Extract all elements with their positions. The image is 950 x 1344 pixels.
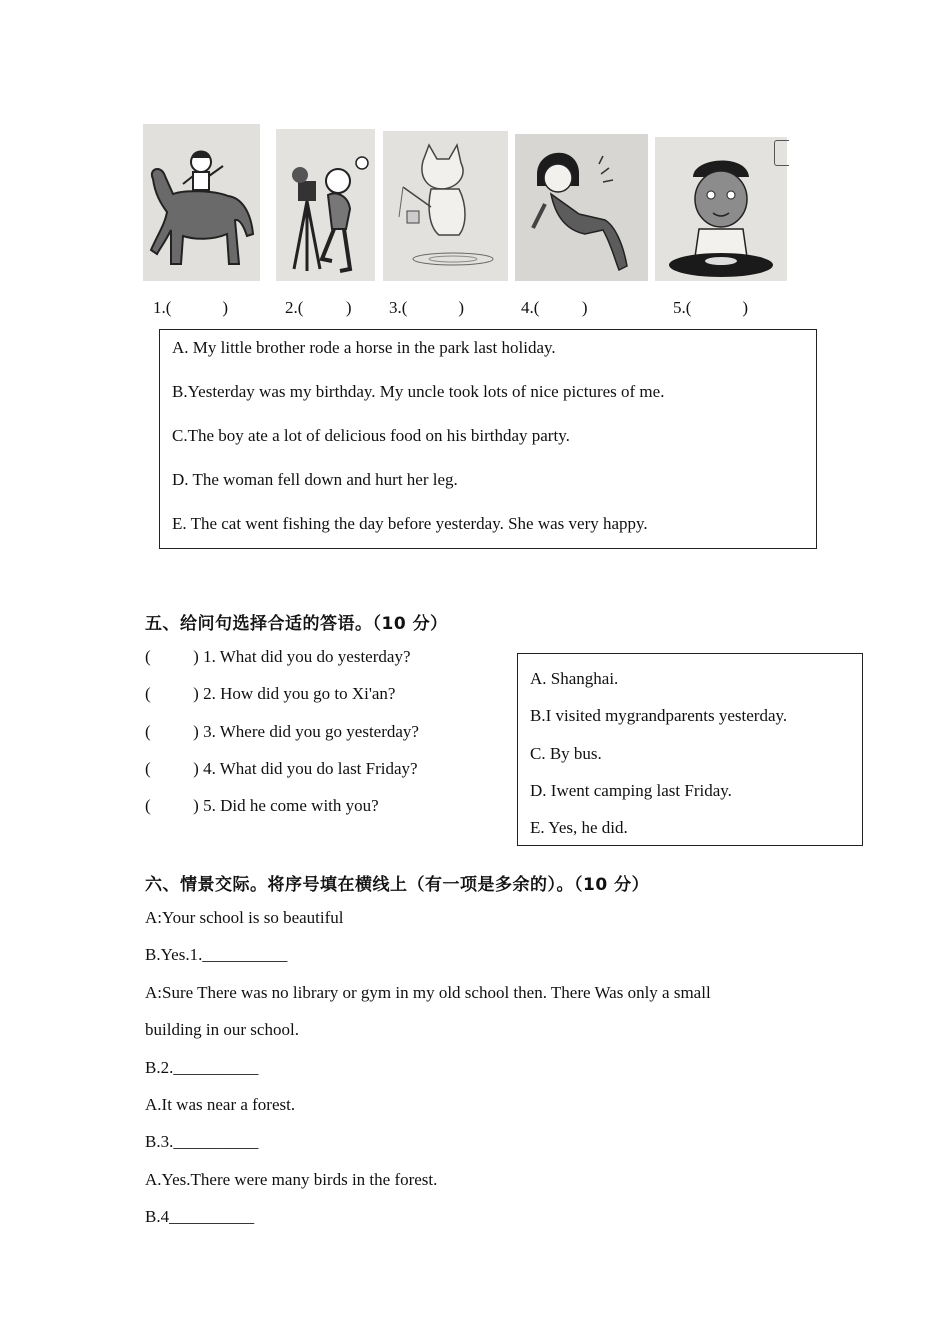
boy-riding-horse-icon bbox=[143, 124, 260, 281]
dialogue-line-9: B.4__________ bbox=[145, 1207, 255, 1226]
page-edge-mark bbox=[774, 140, 789, 166]
girl-fell-down-icon bbox=[515, 134, 648, 281]
boy-eating-food-icon bbox=[655, 137, 787, 281]
picture-option-b: B.Yesterday was my birthday. My uncle took lots of nice pictures of me. bbox=[172, 382, 665, 401]
section-5-answer-a: A. Shanghai. bbox=[530, 669, 619, 688]
picture-option-c: C.The boy ate a lot of delicious food on his birthday party. bbox=[172, 426, 570, 445]
section-5-answer-c: C. By bus. bbox=[530, 744, 602, 763]
picture-5 bbox=[655, 137, 787, 281]
man-with-camera-icon bbox=[276, 129, 375, 281]
section-5-question-2: ( ) 2. How did you go to Xi'an? bbox=[145, 684, 396, 703]
dialogue-line-2: B.Yes.1.__________ bbox=[145, 945, 288, 964]
dialogue-line-4: building in our school. bbox=[145, 1020, 299, 1039]
picture-answer-2: 2.( ) bbox=[285, 298, 352, 317]
section-5-heading: 五、给问句选择合适的答语。（10 分） bbox=[145, 614, 448, 634]
section-5-question-1: ( ) 1. What did you do yesterday? bbox=[145, 647, 411, 666]
dialogue-line-3: A:Sure There was no library or gym in my old school then. There Was only a small bbox=[145, 983, 711, 1002]
cat-fishing-icon bbox=[383, 131, 508, 281]
section-5-answers-box bbox=[517, 653, 863, 846]
picture-answer-4: 4.( ) bbox=[521, 298, 588, 317]
section-5-answer-b: B.I visited mygrandparents yesterday. bbox=[530, 706, 788, 725]
picture-answer-1: 1.( ) bbox=[153, 298, 229, 317]
dialogue-line-6: A.It was near a forest. bbox=[145, 1095, 296, 1114]
dialogue-line-8: A.Yes.There were many birds in the forest. bbox=[145, 1170, 438, 1189]
picture-option-a: A. My little brother rode a horse in the park last holiday. bbox=[172, 338, 556, 357]
dialogue-line-1: A:Your school is so beautiful bbox=[145, 908, 344, 927]
section-5-answer-e: E. Yes, he did. bbox=[530, 818, 628, 837]
picture-option-d: D. The woman fell down and hurt her leg. bbox=[172, 470, 458, 489]
section-5-question-3: ( ) 3. Where did you go yesterday? bbox=[145, 722, 419, 741]
picture-1 bbox=[143, 124, 260, 281]
picture-option-e: E. The cat went fishing the day before yesterday. She was very happy. bbox=[172, 514, 648, 533]
picture-4 bbox=[515, 134, 648, 281]
picture-3 bbox=[383, 131, 508, 281]
dialogue-line-7: B.3.__________ bbox=[145, 1132, 259, 1151]
picture-2 bbox=[276, 129, 375, 281]
section-5-question-4: ( ) 4. What did you do last Friday? bbox=[145, 759, 418, 778]
section-5-answer-d: D. Iwent camping last Friday. bbox=[530, 781, 732, 800]
dialogue-line-5: B.2.__________ bbox=[145, 1058, 259, 1077]
picture-answer-3: 3.( ) bbox=[389, 298, 465, 317]
picture-options-box bbox=[159, 329, 817, 549]
picture-answer-5: 5.( ) bbox=[673, 298, 749, 317]
section-6-heading: 六、情景交际。将序号填在横线上（有一项是多余的）。（10 分） bbox=[145, 875, 650, 895]
section-5-question-5: ( ) 5. Did he come with you? bbox=[145, 796, 379, 815]
